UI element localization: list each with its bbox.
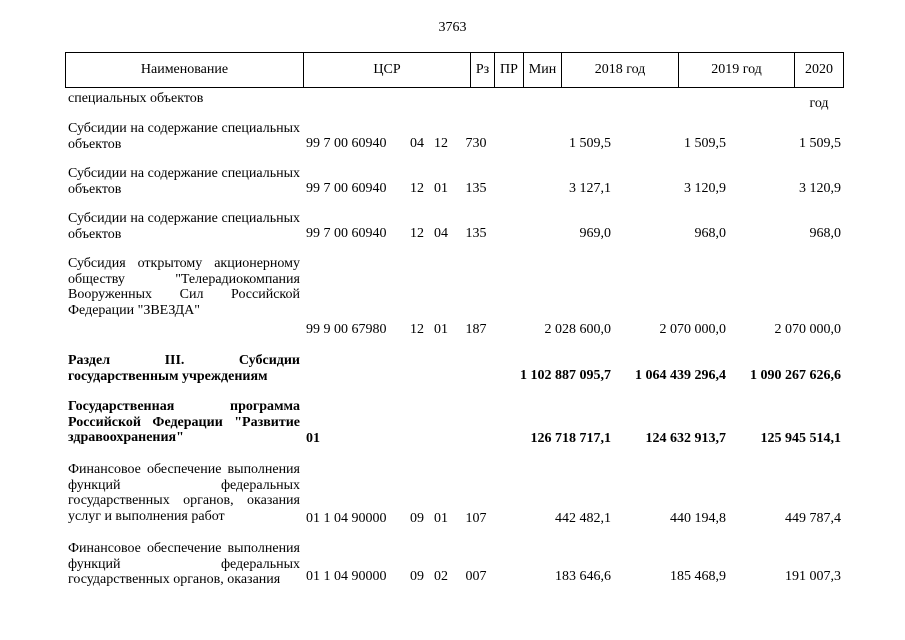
row-min: 135: [465, 181, 487, 196]
row-2019: 3 120,9: [684, 181, 726, 196]
row-2019: 968,0: [694, 226, 726, 241]
row-rz: 09: [410, 569, 424, 584]
row-2020: 3 120,9: [799, 181, 841, 196]
row-2019: 1 509,5: [684, 136, 726, 151]
row-2019: 1 064 439 296,4: [635, 368, 726, 383]
row-2020: 968,0: [809, 226, 841, 241]
table-row: [66, 211, 844, 243]
header-csr: ЦСР: [304, 53, 471, 87]
row-2018: 969,0: [579, 226, 611, 241]
row-2020: 1 090 267 626,6: [750, 368, 841, 383]
row-2020: 191 007,3: [785, 569, 841, 584]
header-pr: ПР: [495, 53, 524, 87]
row-min: 007: [465, 569, 487, 584]
row-rz: 12: [410, 322, 424, 337]
row-rz: 04: [410, 136, 424, 151]
row-name: Субсидия открытому акционерному обществу "Телерадиокомпания Вооруженных Сил Российской Федерации "ЗВЕЗДА": [68, 256, 300, 318]
row-2020: 125 945 514,1: [760, 431, 841, 446]
row-csr: 01 1 04 90000: [306, 511, 387, 526]
row-csr: 99 9 00 67980: [306, 322, 387, 337]
header-rz: Рз: [471, 53, 495, 87]
row-csr: 99 7 00 60940: [306, 226, 387, 241]
table-row: [66, 91, 844, 109]
table-row: [66, 121, 844, 153]
row-2020: 2 070 000,0: [774, 322, 841, 337]
row-name: Финансовое обеспечение выполнения функций федеральных государственных органов, оказания: [68, 541, 300, 587]
row-2018: 3 127,1: [569, 181, 611, 196]
row-name: специальных объектов: [68, 91, 204, 106]
table-row: [66, 399, 844, 447]
row-pr: 02: [434, 569, 448, 584]
row-name: Субсидии на содержание специальных объектов: [68, 211, 300, 242]
row-2018: 183 646,6: [555, 569, 611, 584]
row-min: 730: [465, 136, 487, 151]
table-row: [66, 462, 844, 526]
row-csr: 99 7 00 60940: [306, 181, 387, 196]
row-name: Субсидии на содержание специальных объектов: [68, 121, 300, 152]
row-csr: 01: [306, 431, 320, 446]
row-2019: 124 632 913,7: [645, 431, 726, 446]
header-min: Мин: [524, 53, 562, 87]
row-rz: 09: [410, 511, 424, 526]
header-2018: 2018 год: [562, 53, 679, 87]
row-2019: 2 070 000,0: [659, 322, 726, 337]
row-pr: 01: [434, 511, 448, 526]
row-2018: 126 718 717,1: [530, 431, 611, 446]
header-2019: 2019 год: [679, 53, 795, 87]
row-2018: 2 028 600,0: [544, 322, 611, 337]
row-2018: 442 482,1: [555, 511, 611, 526]
row-min: 135: [465, 226, 487, 241]
row-2020: 1 509,5: [799, 136, 841, 151]
row-2018: 1 102 887 095,7: [520, 368, 611, 383]
table-row: [66, 256, 844, 336]
row-name: Финансовое обеспечение выполнения функций федеральных государственных органов, оказания услуг и выполнения работ: [68, 462, 300, 524]
row-csr: 99 7 00 60940: [306, 136, 387, 151]
row-rz: 12: [410, 181, 424, 196]
table-row: [66, 166, 844, 198]
row-min: 107: [465, 511, 487, 526]
row-2019: 185 468,9: [670, 569, 726, 584]
row-2019: 440 194,8: [670, 511, 726, 526]
row-2018: 1 509,5: [569, 136, 611, 151]
row-min: 187: [465, 322, 487, 337]
row-name: Раздел III. Субсидии государственным учреждениям: [68, 353, 300, 384]
table-row: [66, 541, 844, 589]
row-pr: 12: [434, 136, 448, 151]
table-row: [66, 353, 844, 385]
row-2020: 449 787,4: [785, 511, 841, 526]
row-pr: 01: [434, 181, 448, 196]
row-name: Субсидии на содержание специальных объектов: [68, 166, 300, 197]
row-name: Государственная программа Российской Федерации "Развитие здравоохранения": [68, 399, 300, 445]
header-name: Наименование: [66, 53, 304, 87]
page-number: 3763: [438, 20, 467, 35]
row-pr: 04: [434, 226, 448, 241]
row-pr: 01: [434, 322, 448, 337]
row-csr: 01 1 04 90000: [306, 569, 387, 584]
header-2020: 2020 год: [805, 62, 833, 111]
row-rz: 12: [410, 226, 424, 241]
